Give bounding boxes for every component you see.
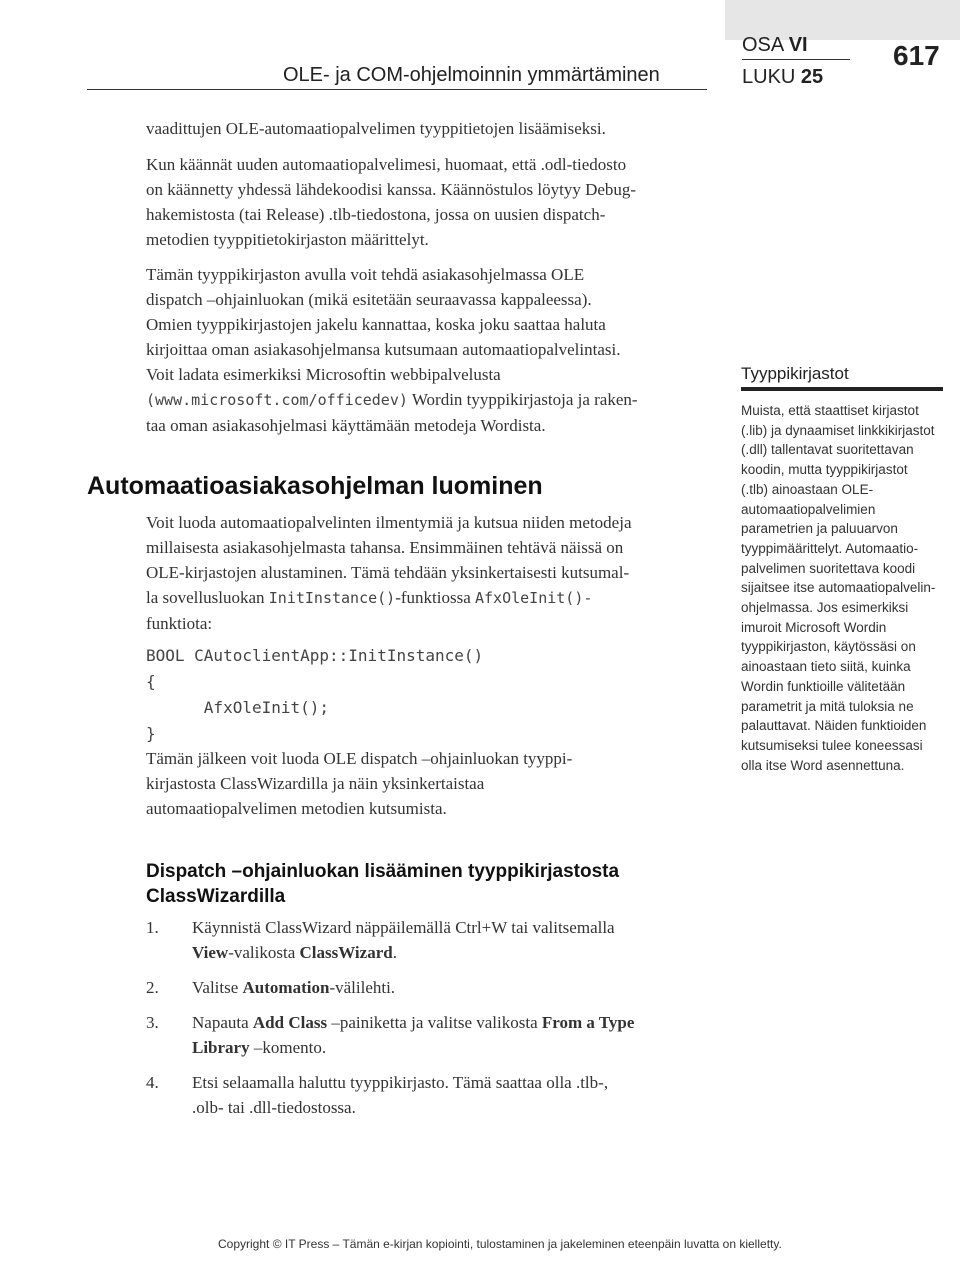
inline-code: InitInstance() — [268, 589, 396, 607]
text-line — [146, 585, 716, 611]
step-item — [146, 975, 716, 1000]
running-title: OLE- ja COM-ohjelmoinnin ymmärtäminen — [283, 64, 660, 86]
sidebar-line: tyyppikirjaston, käytössäsi on — [741, 639, 916, 655]
text-line: on käännetty yhdessä lähdekoodisi kanssa. Käännöstulos löytyy Debug- — [146, 180, 637, 199]
url-text: (www.microsoft.com/officedev) — [146, 391, 408, 409]
sidebar-body — [741, 401, 943, 775]
tab-name: Automation — [242, 978, 330, 997]
step-item — [146, 915, 716, 965]
paragraph-dispatch — [146, 746, 716, 821]
sidebar-line: imuroit Microsoft Wordin — [741, 619, 887, 635]
step-number: 2. — [146, 978, 159, 997]
command-name: ClassWizard — [299, 943, 393, 962]
text-line: OLE-kirjastojen alustaminen. Tämä tehdään yksinkertaisesti kutsumal- — [146, 563, 630, 582]
copyright-footer: Copyright © IT Press – Tämän e-kirjan kopiointi, tulostaminen ja jakeleminen eteenpäin luvatta on kielletty. — [218, 1237, 782, 1251]
command-name: Library — [192, 1038, 250, 1057]
part-number: VI — [788, 34, 808, 56]
step-item — [146, 1070, 716, 1120]
button-name: Add Class — [252, 1013, 328, 1032]
text-line: taa oman asiakasohjelmasi käyttämään metodeja Wordista. — [146, 416, 546, 435]
menu-name: View — [192, 943, 229, 962]
text-fragment: Valitse — [192, 978, 243, 997]
step-text — [192, 1010, 716, 1035]
sidebar-line: palvelimen suoritettava koodi — [741, 560, 916, 576]
sidebar-line: Muista, että staattiset kirjastot — [741, 403, 919, 418]
subsection-heading-line: ClassWizardilla — [146, 886, 286, 907]
text-line: metodien tyyppitietokirjaston määrittelyt. — [146, 230, 429, 249]
sidebar-line: parametrit ja mitä tuloksia ne — [741, 698, 914, 714]
sidebar-line: olla itse Word asennettuna. — [741, 757, 905, 773]
text-fragment: –painiketta ja valitse valikosta — [327, 1013, 542, 1032]
text-fragment: la sovellusluokan — [146, 588, 269, 607]
text-line: funktiota: — [146, 614, 213, 633]
step-item — [146, 1010, 716, 1060]
code-block — [146, 643, 483, 747]
text-line: kirjoittaa oman asiakasohjelmansa kutsumaan automaatiopalvelintasi. — [146, 340, 621, 359]
paragraph-typelib — [146, 262, 716, 438]
text-line: automaatiopalvelimen metodien kutsumista. — [146, 799, 447, 818]
step-number: 4. — [146, 1073, 159, 1092]
code-line: BOOL CAutoclientApp::InitInstance() — [146, 646, 484, 665]
step-text: Käynnistä ClassWizard näppäilemällä Ctrl+W tai valitsemalla — [192, 918, 615, 937]
code-line: { — [146, 672, 156, 691]
text-fragment: -funktiossa — [395, 588, 475, 607]
code-line: AfxOleInit(); — [146, 698, 330, 717]
text-fragment: –komento. — [249, 1038, 327, 1057]
text-line: Omien tyyppikirjastojen jakelu kannattaa, koska joku saattaa haluta — [146, 315, 606, 334]
text-fragment: -valikosta — [228, 943, 300, 962]
section-rule — [742, 59, 850, 60]
steps-list — [146, 915, 716, 1130]
text-line: Tämän tyyppikirjaston avulla voit tehdä asiakasohjelmassa OLE — [146, 265, 585, 284]
text-fragment: . — [392, 943, 397, 962]
sidebar-line: automaatiopalvelimien — [741, 501, 876, 517]
step-text — [192, 940, 716, 965]
page-number: 617 — [893, 40, 940, 71]
text-line: millaisesta asiakasohjelmasta tahansa. Ensimmäinen tehtävä näissä on — [146, 538, 624, 557]
step-text — [192, 1035, 716, 1060]
chapter-label — [742, 66, 823, 89]
sidebar-line: kutsumiseksi tulee koneessasi — [741, 737, 923, 753]
code-line: } — [146, 724, 156, 743]
header-rule — [87, 89, 707, 90]
text-line: kirjastosta ClassWizardilla ja näin yksinkertaistaa — [146, 774, 485, 793]
text-line: Voit luoda automaatiopalvelinten ilmentymiä ja kutsua niiden metodeja — [146, 513, 632, 532]
sidebar-line: koodin, mutta tyyppikirjastot — [741, 462, 908, 478]
paragraph-compile — [146, 152, 716, 252]
sidebar-line: tyyppimäärittelyt. Automaatio- — [741, 540, 919, 556]
step-text: Etsi selaamalla haluttu tyyppikirjasto. Tämä saattaa olla .tlb-, — [192, 1073, 609, 1092]
sidebar-line: sijaitsee itse automaatiopalvelin- — [741, 580, 936, 596]
text-fragment: Wordin tyyppikirjastoja ja raken- — [407, 390, 638, 409]
text-line: Kun käännät uuden automaatiopalvelimesi, huomaat, että .odl-tiedosto — [146, 155, 627, 174]
sidebar-rule — [741, 387, 943, 391]
sidebar-line: ohjelmassa. Jos esimerkiksi — [741, 600, 909, 616]
sidebar-title: Tyyppikirjastot — [741, 364, 849, 383]
sidebar-line: (.tlb) ainoastaan OLE- — [741, 481, 874, 497]
paragraph-intro — [146, 116, 716, 141]
text-line — [146, 387, 716, 413]
sidebar-line: (.dll) tallentavat suoritettavan — [741, 442, 914, 458]
part-label-text: OSA — [742, 34, 784, 56]
text-fragment: Napauta — [192, 1013, 253, 1032]
step-text: .olb- tai .dll-tiedostossa. — [192, 1098, 356, 1117]
subsection-heading-line: Dispatch –ohjainluokan lisääminen tyyppikirjastosta — [146, 861, 620, 882]
step-number: 1. — [146, 918, 159, 937]
sidebar-line: parametrien ja paluuarvon — [741, 521, 898, 537]
text-fragment: -välilehti. — [329, 978, 396, 997]
step-text — [192, 975, 716, 1000]
step-number: 3. — [146, 1013, 159, 1032]
text-line: dispatch –ohjainluokan (mikä esitetään seuraavassa kappaleessa). — [146, 290, 592, 309]
inline-code: AfxOleInit()- — [475, 589, 593, 607]
chapter-number: 25 — [800, 66, 824, 88]
section-heading: Automaatioasiakasohjelman luominen — [87, 472, 543, 500]
sidebar-note — [741, 364, 943, 775]
text-line: vaadittujen OLE-automaatiopalvelimen tyyppitietojen lisäämiseksi. — [146, 119, 606, 138]
sidebar-line: palauttavat. Näiden funktioiden — [741, 718, 927, 734]
subsection-heading — [146, 859, 619, 909]
sidebar-line: ainoastaan tieto siitä, kuinka — [741, 659, 911, 675]
command-name: From a Type — [541, 1013, 635, 1032]
text-line: Tämän jälkeen voit luoda OLE dispatch –ohjainluokan tyyppi- — [146, 749, 573, 768]
text-line: hakemistosta (tai Release) .tlb-tiedostona, jossa on uusien dispatch- — [146, 205, 606, 224]
paragraph-ole-init — [146, 510, 716, 636]
part-label — [742, 34, 808, 57]
text-line: Voit ladata esimerkiksi Microsoftin webbipalvelusta — [146, 365, 501, 384]
sidebar-line: Wordin funktioille välitetään — [741, 678, 906, 694]
chapter-label-text: LUKU — [742, 66, 796, 88]
sidebar-line: (.lib) ja dynaamiset linkkikirjastot — [741, 422, 935, 438]
